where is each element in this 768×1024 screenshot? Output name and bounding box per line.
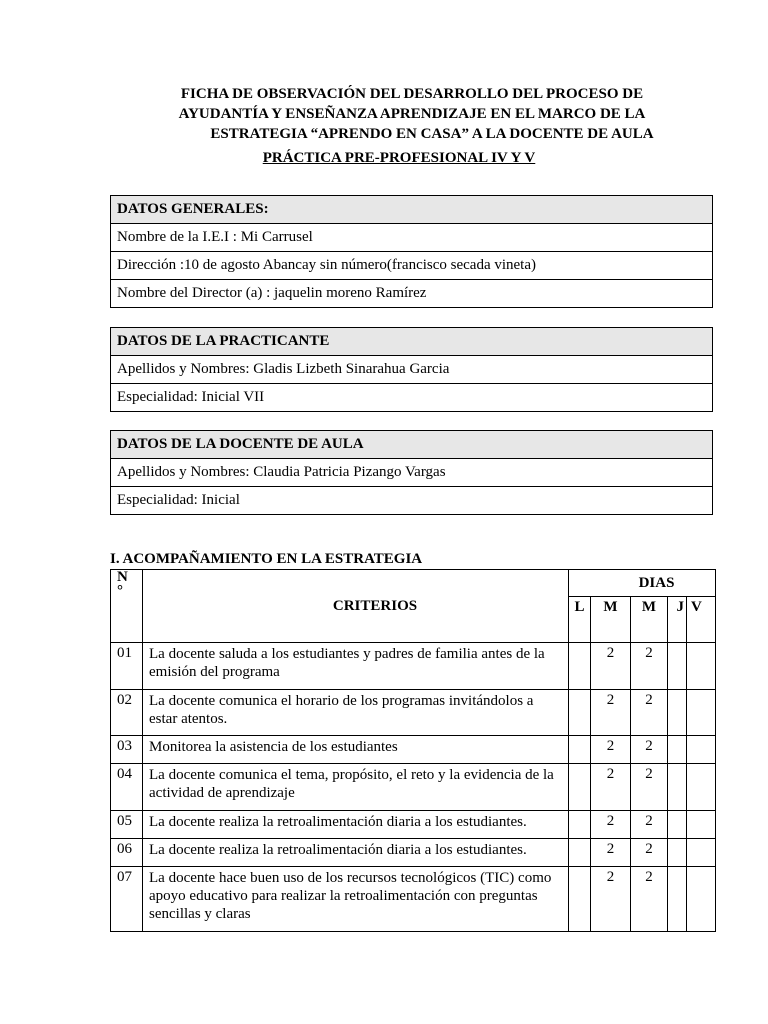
row-l xyxy=(569,643,591,690)
row-m1: 2 xyxy=(591,736,631,764)
row-criteria: La docente comunica el horario de los programas invitándolos a estar atentos. xyxy=(143,690,569,736)
row-m2: 2 xyxy=(631,736,668,764)
table-row xyxy=(111,643,716,690)
day-header-l: L xyxy=(569,597,591,643)
day-header-j: J xyxy=(668,597,687,643)
datos-generales-row: Nombre de la I.E.I : Mi Carrusel xyxy=(111,224,713,252)
title-line-2: AYUDANTÍA Y ENSEÑANZA APRENDIZAJE EN EL MARCO DE LA xyxy=(178,106,646,122)
datos-generales-table xyxy=(110,195,713,308)
table-row xyxy=(111,867,716,932)
row-j xyxy=(668,764,687,811)
datos-generales-row: Nombre del Director (a) : jaquelin moreno Ramírez xyxy=(111,280,713,308)
datos-docente-table xyxy=(110,430,713,515)
row-j xyxy=(668,811,687,839)
row-number: 03 xyxy=(111,736,143,764)
row-m2: 2 xyxy=(631,839,668,867)
row-criteria: La docente realiza la retroalimentación diaria a los estudiantes. xyxy=(143,839,569,867)
number-header xyxy=(111,570,143,643)
day-header-m2: M xyxy=(631,597,668,643)
document-subtitle: PRÁCTICA PRE-PROFESIONAL IV Y V xyxy=(262,150,536,166)
row-criteria: La docente saluda a los estudiantes y padres de familia antes de la emisión del programa xyxy=(143,643,569,690)
row-j xyxy=(668,839,687,867)
datos-practicante-row: Especialidad: Inicial VII xyxy=(111,384,713,412)
datos-generales-row: Dirección :10 de agosto Abancay sin número(francisco secada vineta) xyxy=(111,252,713,280)
row-number: 07 xyxy=(111,867,143,932)
title-line-1: FICHA DE OBSERVACIÓN DEL DESARROLLO DEL PROCESO DE xyxy=(180,86,644,102)
table-row xyxy=(111,690,716,736)
row-l xyxy=(569,736,591,764)
criteria-table xyxy=(110,569,716,932)
row-v xyxy=(687,867,716,932)
row-m1: 2 xyxy=(591,690,631,736)
row-l xyxy=(569,811,591,839)
row-number: 06 xyxy=(111,839,143,867)
row-m1: 2 xyxy=(591,811,631,839)
datos-docente-row: Apellidos y Nombres: Claudia Patricia Pizango Vargas xyxy=(111,459,713,487)
row-l xyxy=(569,764,591,811)
row-m2: 2 xyxy=(631,811,668,839)
row-number: 02 xyxy=(111,690,143,736)
row-j xyxy=(668,690,687,736)
table-row xyxy=(111,839,716,867)
row-m1: 2 xyxy=(591,867,631,932)
row-l xyxy=(569,867,591,932)
document-title xyxy=(110,84,714,144)
row-v xyxy=(687,764,716,811)
row-m2: 2 xyxy=(631,643,668,690)
row-l xyxy=(569,839,591,867)
row-criteria: La docente realiza la retroalimentación diaria a los estudiantes. xyxy=(143,811,569,839)
number-header-degree: ° xyxy=(117,583,123,599)
datos-practicante-row: Apellidos y Nombres: Gladis Lizbeth Sinarahua Garcia xyxy=(111,356,713,384)
datos-docente-header: DATOS DE LA DOCENTE DE AULA xyxy=(111,431,713,459)
datos-generales-header: DATOS GENERALES: xyxy=(111,196,713,224)
row-m1: 2 xyxy=(591,839,631,867)
row-j xyxy=(668,867,687,932)
row-criteria: Monitorea la asistencia de los estudiantes xyxy=(143,736,569,764)
number-header-n: N xyxy=(117,569,128,585)
datos-docente-row: Especialidad: Inicial xyxy=(111,487,713,515)
day-header-m: M xyxy=(591,597,631,643)
days-header: DIAS xyxy=(569,570,716,597)
row-m2: 2 xyxy=(631,867,668,932)
table-row xyxy=(111,764,716,811)
row-v xyxy=(687,690,716,736)
row-m1: 2 xyxy=(591,643,631,690)
row-criteria: La docente hace buen uso de los recursos tecnológicos (TIC) como apoyo educativo para realizar la retroalimentación con preguntas sencillas y claras xyxy=(143,867,569,932)
table-row xyxy=(111,736,716,764)
day-header-v: V xyxy=(687,597,716,643)
title-line-3: ESTRATEGIA “APRENDO EN CASA” A LA DOCENTE DE AULA xyxy=(210,126,654,142)
row-number: 01 xyxy=(111,643,143,690)
table-row xyxy=(111,811,716,839)
row-number: 04 xyxy=(111,764,143,811)
row-v xyxy=(687,811,716,839)
criteria-header: CRITERIOS xyxy=(143,570,569,643)
row-v xyxy=(687,736,716,764)
row-m1: 2 xyxy=(591,764,631,811)
section-title: I. ACOMPAÑAMIENTO EN LA ESTRATEGIA xyxy=(110,551,423,567)
row-m2: 2 xyxy=(631,690,668,736)
datos-practicante-header: DATOS DE LA PRACTICANTE xyxy=(111,328,713,356)
datos-practicante-table xyxy=(110,327,713,412)
row-number: 05 xyxy=(111,811,143,839)
row-l xyxy=(569,690,591,736)
row-m2: 2 xyxy=(631,764,668,811)
row-v xyxy=(687,643,716,690)
row-criteria: La docente comunica el tema, propósito, el reto y la evidencia de la actividad de aprendizaje xyxy=(143,764,569,811)
row-v xyxy=(687,839,716,867)
row-j xyxy=(668,736,687,764)
row-j xyxy=(668,643,687,690)
